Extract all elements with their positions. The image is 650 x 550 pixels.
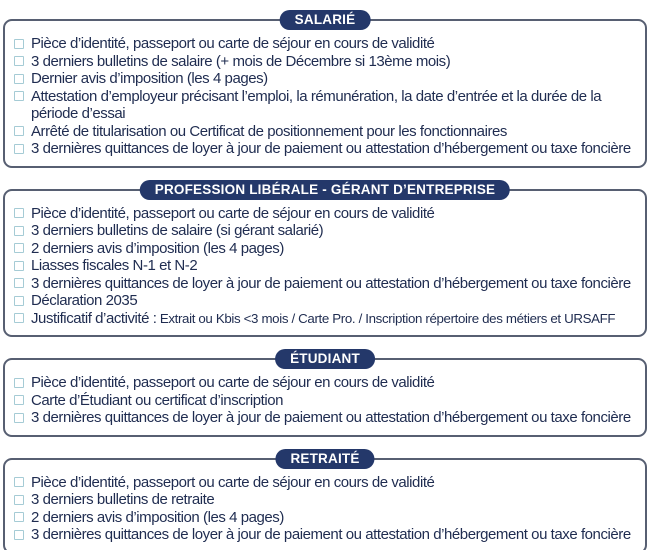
checklist-item [14, 88, 637, 123]
item-list [14, 205, 637, 328]
section-card [3, 351, 647, 437]
item-text: 3 dernières quittances de loyer à jour de paiement ou attestation d’hébergement ou taxe foncière [31, 526, 631, 543]
item-text: Arrêté de titularisation ou Certificat de positionnement pour les fonctionnaires [31, 122, 507, 140]
item-label [31, 70, 268, 88]
section-card [3, 181, 647, 338]
section-title: SALARIÉ [294, 12, 356, 27]
item-text: Pièce d’identité, passeport ou carte de séjour en cours de validité [31, 35, 435, 52]
checklist-item [14, 205, 637, 223]
checklist-item [14, 123, 637, 141]
item-text: Liasses fiscales N-1 et N-2 [31, 257, 198, 274]
checklist-item [14, 509, 637, 527]
checkbox[interactable] [14, 56, 24, 66]
checkbox[interactable] [14, 144, 24, 154]
checklist-item [14, 474, 637, 492]
item-label [31, 123, 507, 141]
item-text: Pièce d’identité, passeport ou carte de séjour en cours de validité [31, 374, 435, 391]
checkbox[interactable] [14, 296, 24, 306]
item-label [31, 275, 631, 293]
section-header-pill [140, 180, 510, 200]
item-label [31, 491, 214, 509]
checkbox[interactable] [14, 261, 24, 271]
checklist-item [14, 35, 637, 53]
item-label [31, 53, 450, 71]
item-text: 2 derniers avis d’imposition (les 4 pages) [31, 508, 284, 526]
item-label [31, 205, 434, 223]
checkbox[interactable] [14, 74, 24, 84]
item-text: Justificatif d’activité : [31, 309, 157, 327]
item-label [31, 257, 197, 275]
item-label [31, 88, 637, 123]
checklist-item [14, 53, 637, 71]
checkbox[interactable] [14, 243, 24, 253]
checkbox[interactable] [14, 313, 24, 323]
item-text: 3 dernières quittances de loyer à jour de paiement ou attestation d’hébergement ou taxe foncière [31, 140, 631, 157]
item-text: Déclaration 2035 [31, 292, 138, 309]
item-label [31, 310, 615, 328]
section-header-pill [280, 10, 371, 30]
item-list [14, 374, 637, 427]
checklist-item [14, 491, 637, 509]
checklist-item [14, 310, 637, 328]
item-text: 3 dernières quittances de loyer à jour de paiement ou attestation d’hébergement ou taxe foncière [31, 274, 631, 292]
section-card [3, 450, 647, 550]
item-text: Pièce d’identité, passeport ou carte de séjour en cours de validité [31, 204, 435, 222]
checkbox[interactable] [14, 39, 24, 49]
item-label [31, 240, 284, 258]
item-text: Attestation d’employeur précisant l’emploi, la rémunération, la date d’entrée et la durée de la période d’essai [31, 87, 602, 122]
checklist-item [14, 374, 637, 392]
section-header-pill [275, 349, 375, 369]
item-text: Dernier avis d’imposition (les 4 pages) [31, 70, 268, 87]
item-label [31, 474, 434, 492]
section-card [3, 12, 647, 168]
item-detail: Extrait ou Kbis <3 mois / Carte Pro. / Inscription répertoire des métiers et URSAFF [156, 310, 616, 326]
item-list [14, 474, 637, 544]
item-list [14, 35, 637, 158]
checkbox[interactable] [14, 512, 24, 522]
checklist-item [14, 275, 637, 293]
checkbox[interactable] [14, 413, 24, 423]
checklist-item [14, 222, 637, 240]
section-title: RETRAITÉ [290, 450, 360, 466]
checklist-item [14, 292, 637, 310]
item-text: 3 derniers bulletins de salaire (+ mois de Décembre si 13ème mois) [31, 52, 451, 70]
item-label [31, 526, 631, 544]
checklist-item [14, 409, 637, 427]
item-label [31, 292, 137, 310]
item-text: Carte d’Étudiant ou certificat d’inscription [31, 391, 284, 409]
section-title: PROFESSION LIBÉRALE - GÉRANT D’ENTREPRISE [154, 181, 496, 197]
checkbox[interactable] [14, 278, 24, 288]
item-text: 3 derniers bulletins de salaire (si gérant salarié) [31, 222, 324, 239]
checkbox[interactable] [14, 530, 24, 540]
item-label [31, 509, 284, 527]
item-label [31, 409, 631, 427]
item-text: Pièce d’identité, passeport ou carte de séjour en cours de validité [31, 473, 435, 491]
checkbox[interactable] [14, 226, 24, 236]
checkbox[interactable] [14, 126, 24, 136]
checkbox[interactable] [14, 495, 24, 505]
item-label [31, 222, 323, 240]
checkbox[interactable] [14, 378, 24, 388]
checklist-item [14, 257, 637, 275]
item-text: 3 dernières quittances de loyer à jour de paiement ou attestation d’hébergement ou taxe foncière [31, 409, 631, 426]
item-label [31, 35, 434, 53]
item-label [31, 374, 434, 392]
section-title: ÉTUDIANT [290, 351, 360, 366]
checklist-item [14, 526, 637, 544]
checkbox[interactable] [14, 477, 24, 487]
checklist-item [14, 140, 637, 158]
checklist-item [14, 240, 637, 258]
item-text: 2 derniers avis d’imposition (les 4 pages) [31, 239, 284, 257]
checkbox[interactable] [14, 208, 24, 218]
item-label [31, 392, 283, 410]
section-header-pill [275, 449, 374, 469]
checkbox[interactable] [14, 91, 24, 101]
checkbox[interactable] [14, 395, 24, 405]
checklist-item [14, 392, 637, 410]
item-text: 3 derniers bulletins de retraite [31, 491, 215, 508]
item-label [31, 140, 631, 158]
checklist-item [14, 70, 637, 88]
